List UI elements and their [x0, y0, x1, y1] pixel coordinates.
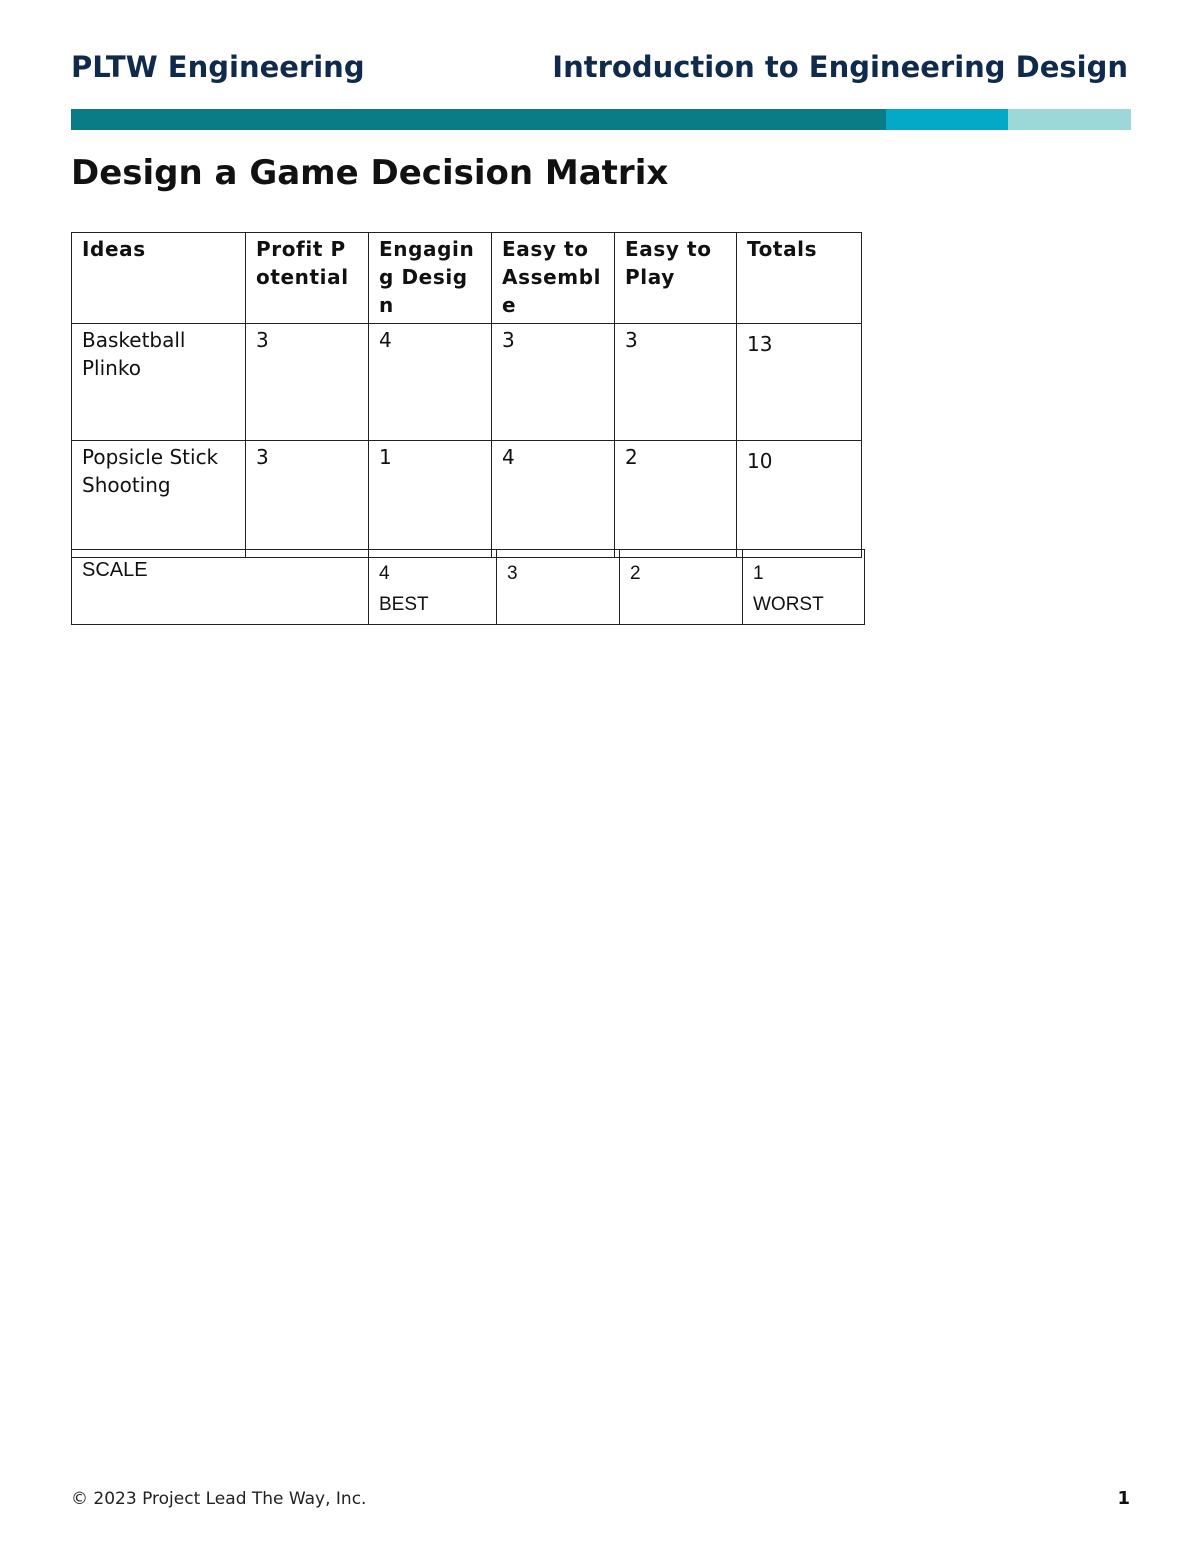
page-title: Design a Game Decision Matrix: [71, 153, 669, 193]
scale-note-best: BEST: [379, 594, 429, 615]
header-cell-profit-potential: Profit Potential: [246, 233, 369, 324]
engaging-score-cell: 4: [369, 324, 492, 441]
idea-name-cell: Popsicle Stick Shooting: [72, 441, 246, 558]
scale-level-1: [743, 550, 865, 625]
idea-name-cell: Basketball Plinko: [72, 324, 246, 441]
footer-copyright: © 2023 Project Lead The Way, Inc.: [71, 1489, 367, 1509]
play-score-cell: 2: [615, 441, 737, 558]
scale-label: SCALE: [72, 550, 369, 625]
engaging-score-cell: 1: [369, 441, 492, 558]
scale-value: 1: [753, 563, 764, 584]
header-program-name: PLTW Engineering: [71, 50, 365, 84]
total-score-cell: 10: [737, 441, 862, 558]
scale-note-worst: WORST: [753, 594, 824, 615]
scale-level-2: [620, 550, 743, 625]
total-score-cell: 13: [737, 324, 862, 441]
header-cell-engaging-design: Engaging Design: [369, 233, 492, 324]
scale-level-3: [497, 550, 620, 625]
header-band-cyan: [886, 109, 1008, 130]
header-cell-easy-to-assemble: Easy to Assemble: [492, 233, 615, 324]
header-band-light-teal: [1008, 109, 1131, 130]
table-row: [72, 324, 862, 441]
scale-level-4: [369, 550, 497, 625]
scale-value: 2: [630, 563, 641, 584]
header-course-name: Introduction to Engineering Design: [552, 50, 1128, 84]
assemble-score-cell: 4: [492, 441, 615, 558]
matrix-header-row: [72, 233, 862, 324]
header-band-dark-teal: [71, 109, 886, 130]
assemble-score-cell: 3: [492, 324, 615, 441]
scale-table: [71, 549, 865, 625]
scale-value: 4: [379, 563, 390, 584]
header-cell-ideas: Ideas: [72, 233, 246, 324]
profit-score-cell: 3: [246, 324, 369, 441]
scale-value: 3: [507, 563, 518, 584]
decision-matrix-table: [71, 232, 862, 558]
header-cell-easy-to-play: Easy to Play: [615, 233, 737, 324]
play-score-cell: 3: [615, 324, 737, 441]
page-number: 1: [1117, 1488, 1130, 1509]
table-row: [72, 441, 862, 558]
scale-row: [72, 550, 865, 625]
profit-score-cell: 3: [246, 441, 369, 558]
header-cell-totals: Totals: [737, 233, 862, 324]
